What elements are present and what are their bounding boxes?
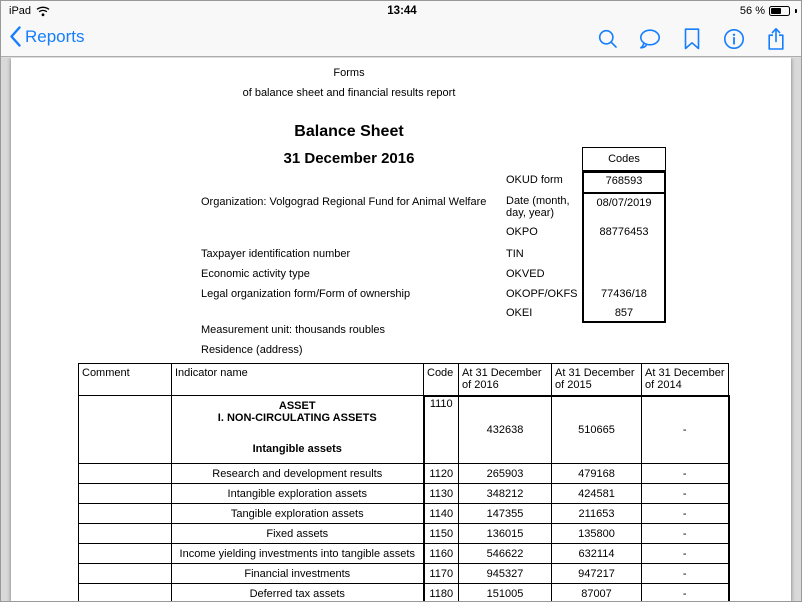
value-2016: 432638 [459,396,552,464]
codes-box-header: Codes [582,147,666,171]
okved-label: OKVED [506,268,545,280]
okopf-value: 77436/18 [601,288,647,300]
okud-value: 768593 [605,175,643,187]
indicator-name: Research and development results [172,464,424,484]
value-2014: - [642,584,729,602]
col-header-2014: At 31 December of 2014 [642,364,729,396]
code-cell: 1130 [424,484,459,504]
code-cell: 1180 [424,584,459,602]
okei-label: OKEI [506,307,533,319]
section-row-asset [79,396,729,464]
table-header-row [79,364,729,396]
value-2016: 147355 [459,504,552,524]
value-2014: - [642,504,729,524]
value-2015: 135800 [552,524,642,544]
code-cell: 1170 [424,564,459,584]
code-cell: 1120 [424,464,459,484]
carrier-label: iPad [9,5,32,17]
doc-preamble-line1: Forms [333,67,365,79]
section-title-line2: I. NON-CIRCULATING ASSETS [217,411,377,424]
table-row [79,484,729,504]
value-2016: 348212 [459,484,552,504]
measurement-label: Measurement unit: thousands roubles [201,324,386,336]
indicator-name: Income yielding investments into tangible assets [172,544,424,564]
date-value: 08/07/2019 [596,197,652,209]
legal-form-label: Legal organization form/Form of ownership [201,288,411,300]
code-cell: 1150 [424,524,459,544]
col-header-2016: At 31 December of 2016 [459,364,552,396]
chevron-left-icon [9,26,21,47]
value-2016: 136015 [459,524,552,544]
document-viewport[interactable] [1,58,802,602]
code-cell: 1110 [424,396,459,464]
indicator-name: Financial investments [172,564,424,584]
status-clock: 13:44 [387,5,417,17]
bookmark-icon [683,28,701,50]
indicator-name: Deferred tax assets [172,584,424,602]
indicator-name: Tangible exploration assets [172,504,424,524]
value-2014: - [642,396,729,464]
col-header-code: Code [424,364,459,396]
document-page [11,58,791,602]
share-icon [766,27,786,51]
okei-value: 857 [614,307,634,319]
value-2015: 211653 [552,504,642,524]
navigation-bar [1,21,802,57]
residence-label: Residence (address) [201,344,303,356]
info-button[interactable] [721,26,747,52]
value-2016: 546622 [459,544,552,564]
balance-sheet-table [78,363,730,602]
back-button[interactable] [9,26,85,47]
value-2015: 632114 [552,544,642,564]
value-2014: - [642,464,729,484]
value-2015: 424581 [552,484,642,504]
doc-title: Balance Sheet [294,123,404,140]
value-2016: 151005 [459,584,552,602]
okpo-value: 88776453 [599,226,649,238]
doc-preamble-line2: of balance sheet and financial results report [242,87,456,99]
col-header-comment: Comment [79,364,172,396]
tin-label: TIN [506,248,524,260]
value-2014: - [642,524,729,544]
value-2015: 87007 [552,584,642,602]
value-2014: - [642,544,729,564]
date-label: Date (month, day, year) [506,195,570,219]
status-bar [1,1,802,21]
value-2014: - [642,484,729,504]
value-2015: 510665 [552,396,642,464]
indicator-name: Intangible exploration assets [172,484,424,504]
search-button[interactable] [595,26,621,52]
battery-percent-label: 56 % [739,5,765,17]
value-2015: 479168 [552,464,642,484]
value-2015: 947217 [552,564,642,584]
comment-cell [79,396,172,464]
comment-button[interactable] [637,26,663,52]
comment-icon [638,28,662,50]
table-row [79,504,729,524]
table-row [79,524,729,544]
okopf-label: OKOPF/OKFS [506,288,578,300]
okpo-label: OKPO [506,226,538,238]
table-row [79,564,729,584]
table-row [79,544,729,564]
section-title-line1: ASSET [278,399,316,412]
col-header-indicator: Indicator name [172,364,424,396]
code-cell: 1160 [424,544,459,564]
search-icon [597,28,619,50]
col-header-2015: At 31 December of 2015 [552,364,642,396]
doc-date: 31 December 2016 [283,150,415,167]
value-2014: - [642,564,729,584]
organization-line: Organization: Volgograd Regional Fund for Animal Welfare [201,196,487,208]
taxpayer-label: Taxpayer identification number [201,248,351,260]
bookmark-button[interactable] [679,26,705,52]
battery-icon [769,6,790,16]
okud-label: OKUD form [506,174,563,186]
value-2016: 945327 [459,564,552,584]
indicator-name: Fixed assets [172,524,424,544]
table-row [79,464,729,484]
section-subtitle: Intangible assets [252,442,342,455]
activity-label: Economic activity type [201,268,310,280]
value-2016: 265903 [459,464,552,484]
info-icon [723,28,745,50]
share-button[interactable] [763,26,789,52]
codes-box [582,171,666,323]
table-row [79,584,729,602]
back-button-label: Reports [25,26,85,46]
code-cell: 1140 [424,504,459,524]
